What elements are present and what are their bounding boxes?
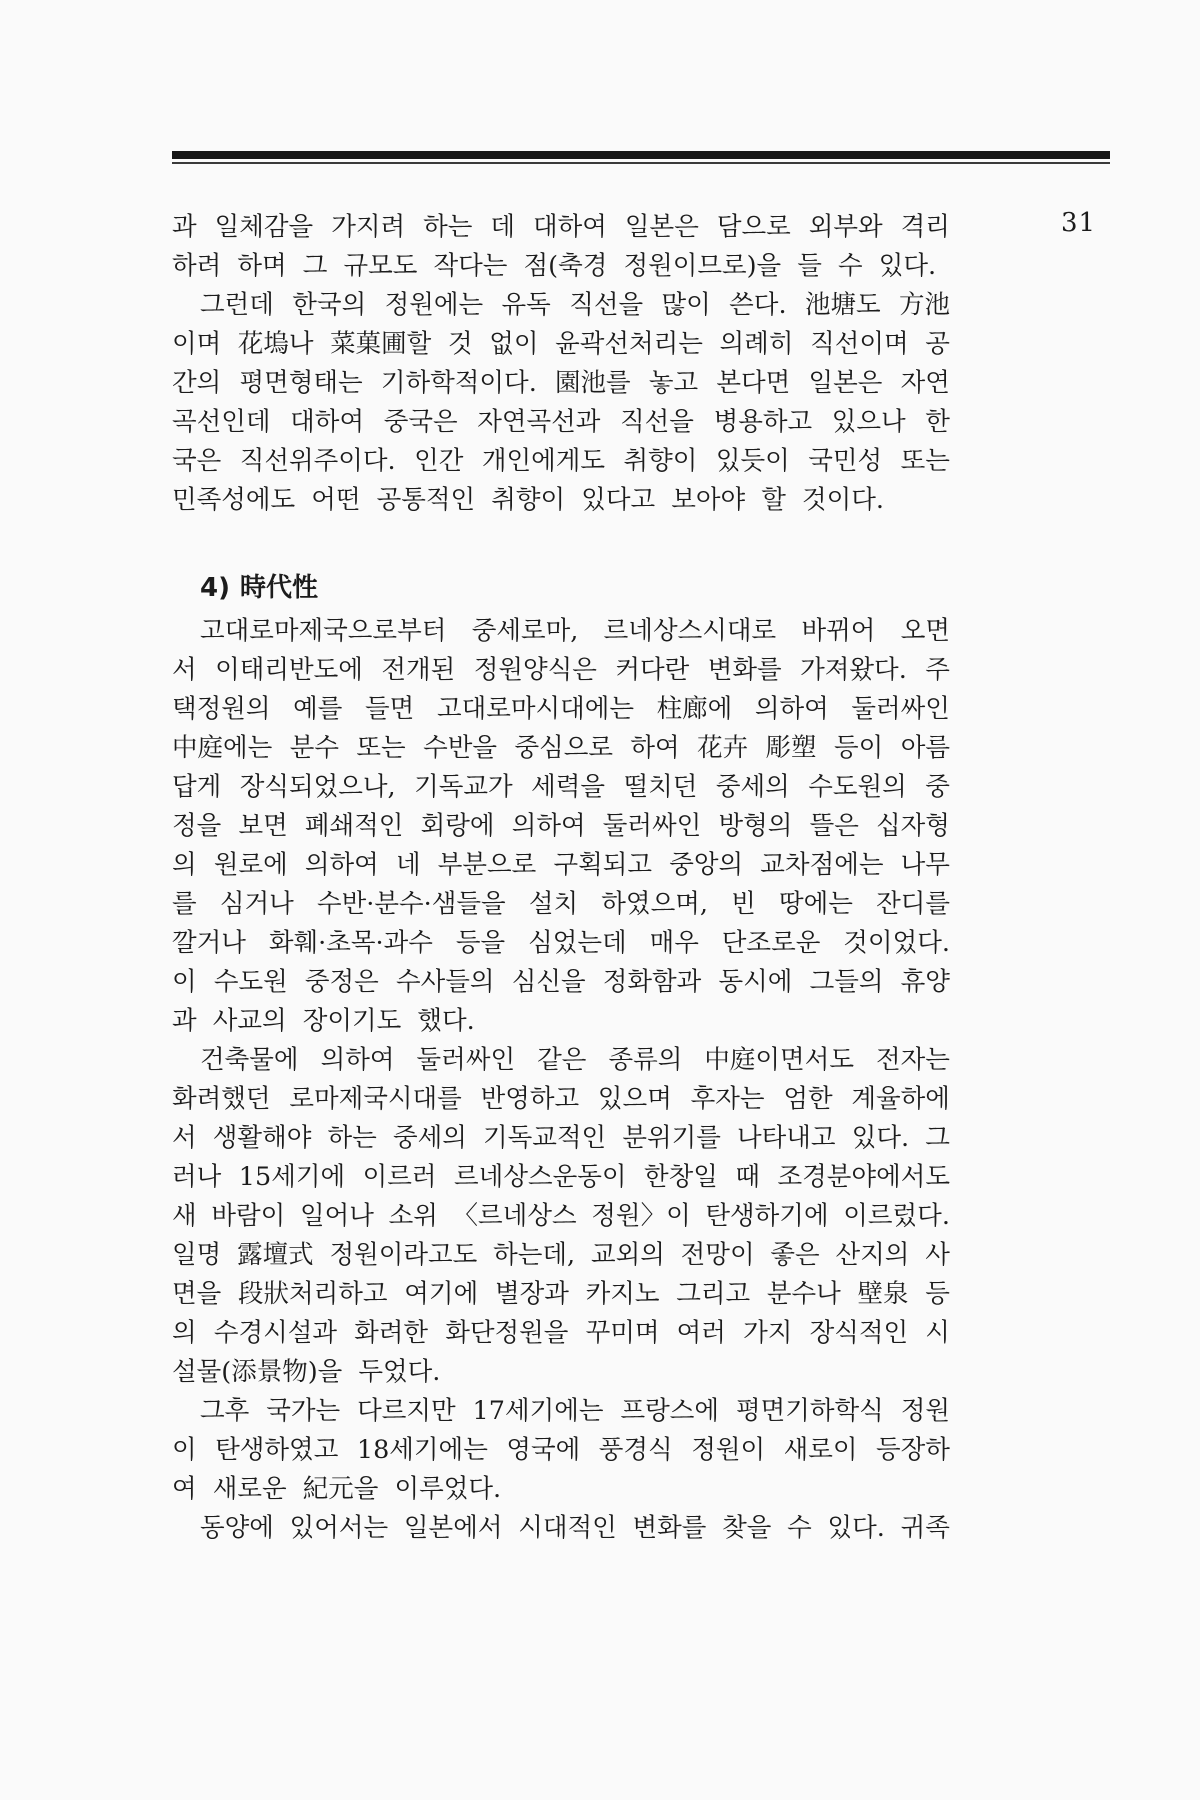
text-line [172,1119,950,1158]
word: 교외의 [590,1240,665,1270]
word: 둘러싸인 [602,811,702,841]
text-line [172,1080,950,1119]
word: 둘러싸인 [851,694,950,724]
word: 보면 [238,811,288,841]
text-line [172,846,950,885]
word: 하는데, [493,1240,576,1270]
word: 여러 [676,1318,726,1348]
word: 정화함과 [602,967,702,997]
text-line [172,1197,950,1236]
paragraph [172,1392,950,1509]
word: 의하여 [320,1045,395,1075]
word: 園池를 [555,368,631,398]
word: 시 [925,1318,950,1348]
text-line-content: 과 사교의 장이기도 했다. [172,1006,475,1036]
word: 수사들의 [395,967,495,997]
word: 동시에 [718,967,793,997]
word: 본다면 [716,368,791,398]
word: 좋은 [770,1240,820,1270]
text-line [172,1314,950,1353]
word: 기하학적이다. [380,368,537,398]
word: 평면형태는 [239,368,363,398]
word: 데 [490,212,516,242]
word: 있다. [851,1123,910,1153]
word: 중심으로 [514,733,613,763]
word: 의례히 [719,329,794,359]
word: 이르렀다. [843,1201,950,1231]
text-line [172,1275,950,1314]
text-line [172,768,950,807]
word: 취향이 [623,446,698,476]
word: 花塢나 [237,329,314,359]
word: 카지노 [585,1279,660,1309]
section-heading [172,564,950,612]
word: 중정은 [304,967,379,997]
text-line-content: 하려 하며 그 규모도 작다는 점(축경 정원이므로)을 들 수 있다. [172,251,937,281]
text-line [172,924,950,963]
word: 정원이 [691,1435,766,1465]
word: 정원〉이 [591,1201,691,1231]
text-line [172,325,950,364]
word: 이 [172,967,197,997]
word: 간의 [172,368,222,398]
section-number: 4) [200,573,230,603]
word: 한창일 [643,1162,718,1192]
word: 정원 [900,1396,950,1426]
word: 彫塑 [765,733,817,763]
word: 가지 [743,1318,793,1348]
header-rule-thin [172,162,1110,164]
word: 변화를 [632,1513,707,1543]
word: 일본은 [624,212,699,242]
word: 다르지만 [357,1396,456,1426]
word: 하여 [630,733,680,763]
word: 가져왔다. [800,655,907,685]
word: 놓고 [648,368,699,398]
word: 그들의 [809,967,884,997]
text-line [172,1353,950,1392]
word: 中庭이면서도 [704,1045,854,1075]
page-number: 31 [1061,208,1097,238]
word: 여기에 [404,1279,479,1309]
word: 15세기에 [238,1162,346,1192]
word: 조경분야에서도 [777,1162,950,1192]
word: 또는 [356,733,406,763]
word: 면을 [172,1279,222,1309]
word: 반영하고 [480,1084,580,1114]
word: 변화를 [707,655,782,685]
word: 사 [925,1240,950,1270]
word: 외부와 [808,212,883,242]
word: 수경시설과 [213,1318,337,1348]
word: 건축물에 [200,1045,299,1075]
word: 뜰은 [809,811,859,841]
word: 커다란 [615,655,690,685]
word: 부분으로 [437,850,537,880]
word: 柱廊에 [656,694,733,724]
text-line [172,247,950,286]
word: 바뀌어 [801,616,876,646]
word: 인간 [414,446,464,476]
word: 들면 [365,694,415,724]
section-title: 時代性 [239,573,318,603]
word: 분수 [289,733,339,763]
word: 의 [172,850,197,880]
word: 일본은 [808,368,883,398]
word: 같은 [537,1045,587,1075]
word: 한 [925,407,950,437]
word: 네 [395,850,421,880]
word: 方池 [898,290,950,320]
word: 휴양 [900,967,950,997]
word: 대하여 [533,212,607,242]
word: 서 [172,1123,197,1153]
word: 후자는 [690,1084,765,1114]
word: 방형의 [718,811,793,841]
word: 택정원의 [172,694,271,724]
word: 하는 [327,1123,377,1153]
word: 의 [172,1318,197,1348]
word: 중 [925,772,950,802]
word: 中庭에는 [172,733,273,763]
word: 평면기하학식 [735,1396,884,1426]
word: 개인에게도 [481,446,606,476]
text-line [172,442,950,481]
word: 〈르네상스 [452,1201,577,1231]
text-line [172,1041,950,1080]
word: 탄생하였고 [215,1435,339,1465]
word: 유독 [501,290,551,320]
word: 전자는 [876,1045,950,1075]
word: 화려했던 [172,1084,271,1114]
word: 예를 [293,694,343,724]
word: 교차점에는 [760,850,884,880]
word: 나무 [900,850,950,880]
word: 직선을 [569,290,644,320]
word: 일체감을 [214,212,314,242]
text-line-content: 민족성에도 어떤 공통적인 취향이 있다고 보아야 할 것이다. [172,485,885,515]
word: 귀족 [900,1513,950,1543]
word: 정원에는 [384,290,484,320]
word: 중국은 [383,407,458,437]
word: 심신을 [511,967,586,997]
word: 때 [735,1162,761,1192]
word: 잔디를 [876,889,950,919]
word: 심거나 [219,889,294,919]
text-line-content: 설물(添景物)을 두었다. [172,1357,441,1387]
text-line [172,286,950,325]
word: 엄한 [783,1084,833,1114]
text-line [172,1236,950,1275]
word: 대하여 [290,407,365,437]
word: 일명 [172,1240,222,1270]
paragraph [172,1509,950,1548]
word: 壁泉 [857,1279,909,1309]
word: 자연곡선과 [477,407,601,437]
paragraph [172,208,950,286]
word: 있듯이 [715,446,790,476]
word: 주 [925,655,950,685]
word: 분수나 [766,1279,841,1309]
text-line [172,481,950,520]
word: 분위기를 [622,1123,721,1153]
text-line [172,807,950,846]
word: 직선위주이다. [239,446,396,476]
word: 동양에 [200,1513,274,1543]
word: 있어서는 [289,1513,389,1543]
word: 풍경식 [598,1435,673,1465]
word: 쓴다. [729,290,787,320]
word: 일어나 [299,1201,374,1231]
word: 이며 [172,329,222,359]
word: 장식되었으나, [239,772,396,802]
word: 의하여 [304,850,379,880]
word: 화단정원을 [445,1318,569,1348]
word: 프랑스에 [620,1396,720,1426]
word: 공 [925,329,950,359]
word: 그리고 [676,1279,751,1309]
word: 수도원 [213,967,288,997]
word: 단조로운 [721,928,821,958]
word: 정을 [172,811,222,841]
word: 이르러 [362,1162,437,1192]
word: 등을 [455,928,506,958]
word: 등 [925,1279,950,1309]
word: 있으나 [831,407,906,437]
word: 설치 [528,889,579,919]
word: 국민성 [808,446,883,476]
word: 중앙의 [669,850,744,880]
text-line [172,963,950,1002]
word: 심었는데 [528,928,627,958]
word: 菜菓圃할 [330,329,432,359]
word: 기독교가 [414,772,513,802]
word: 것 [447,329,473,359]
word: 러나 [172,1162,222,1192]
word: 池塘도 [804,290,881,320]
word: 로마제국시대를 [289,1084,462,1114]
word: 영국에 [506,1435,581,1465]
word: 일본에서 [403,1513,503,1543]
word: 병용하고 [713,407,813,437]
word: 화려한 [354,1318,429,1348]
section-gap [172,520,950,564]
word: 있으며 [597,1084,672,1114]
word: 가지려 [331,212,406,242]
word: 것이었다. [843,928,950,958]
word: 새로이 [783,1435,858,1465]
word: 수 [787,1513,812,1543]
word: 떨치던 [623,772,698,802]
word: 수반·분수·샘들을 [316,889,506,919]
word: 국가는 [266,1396,341,1426]
word: 자연 [900,368,950,398]
word: 격리 [900,212,950,242]
text-line [172,1392,950,1431]
word: 또는 [900,446,950,476]
word: 회랑에 [420,811,495,841]
word: 段狀처리하고 [238,1279,388,1309]
word: 아름 [900,733,950,763]
paragraph [172,286,950,520]
word: 탄생하기에 [705,1201,829,1231]
word: 담으로 [716,212,791,242]
text-line [172,1470,950,1509]
word: 정원양식은 [473,655,597,685]
word: 생활해야 [212,1123,312,1153]
word: 국은 [172,446,222,476]
word: 직선이며 [810,329,909,359]
word: 르네상스시대로 [603,616,777,646]
word: 빈 [731,889,756,919]
text-line [172,403,950,442]
word: 그 [925,1123,950,1153]
word: 세력을 [531,772,606,802]
word: 한국의 [292,290,367,320]
text-line [172,885,950,924]
word: 폐쇄적인 [304,811,404,841]
word: 장식적인 [809,1318,909,1348]
word: 하는 [423,212,473,242]
word: 나타내고 [737,1123,836,1153]
word: 花卉 [697,733,749,763]
text-line [172,1158,950,1197]
header-rule-thick [172,151,1110,159]
word: 이 [172,1435,197,1465]
word: 곡선인데 [172,407,271,437]
text-line [172,729,950,768]
word: 화훼·초목·과수 [268,928,433,958]
word: 중세의 [392,1123,467,1153]
text-line [172,208,950,247]
text-line [172,364,950,403]
word: 수도원의 [808,772,907,802]
word: 찾을 [722,1513,772,1543]
word: 꾸미며 [585,1318,660,1348]
word: 둘러싸인 [416,1045,516,1075]
word: 수반을 [423,733,498,763]
text-line [172,1431,950,1470]
word: 직선을 [620,407,694,437]
word: 있다. [827,1513,885,1543]
word: 등장하 [876,1435,950,1465]
word: 별장과 [494,1279,569,1309]
word: 원로에 [213,850,288,880]
text-line [172,651,950,690]
word: 전개된 [381,655,456,685]
word: 기독교적인 [483,1123,607,1153]
word: 중세의 [715,772,790,802]
word: 없이 [489,329,539,359]
text-line [172,1509,950,1548]
word: 하였으며, [601,889,708,919]
page-body [172,208,950,1548]
text-line [172,612,950,651]
word: 답게 [172,772,222,802]
word: 땅에는 [778,889,853,919]
word: 17세기에는 [472,1396,604,1426]
paragraph [172,1041,950,1392]
word: 윤곽선처리는 [555,329,703,359]
paragraph [172,612,950,1041]
text-line [172,1002,950,1041]
word: 고대로마시대에는 [436,694,635,724]
word: 산지의 [835,1240,910,1270]
word: 시대적인 [518,1513,617,1543]
word: 그후 [200,1396,250,1426]
word: 깔거나 [172,928,246,958]
word: 매우 [649,928,699,958]
word: 르네상스운동이 [454,1162,627,1192]
word: 등이 [833,733,884,763]
word: 소위 [388,1201,438,1231]
word: 고대로마제국으로부터 [200,616,447,646]
text-line [172,690,950,729]
word: 의하여 [754,694,829,724]
word: 오면 [900,616,950,646]
word: 많이 [661,290,711,320]
word: 서 [172,655,197,685]
word: 새 [172,1201,197,1231]
word: 구획되고 [553,850,653,880]
word: 전망이 [680,1240,755,1270]
word: 를 [172,889,197,919]
word: 이태리반도에 [215,655,363,685]
word: 과 [172,212,197,242]
word: 종류의 [608,1045,683,1075]
word: 중세로마, [471,616,579,646]
text-line-content: 여 새로운 紀元을 이루었다. [172,1474,502,1504]
word: 의하여 [511,811,586,841]
word: 십자형 [876,811,950,841]
word: 露壇式 [237,1240,314,1270]
word: 계율하에 [851,1084,950,1114]
word: 바람이 [211,1201,286,1231]
word: 18세기에는 [356,1435,488,1465]
word: 그런데 [200,290,274,320]
word: 정원이라고도 [329,1240,478,1270]
